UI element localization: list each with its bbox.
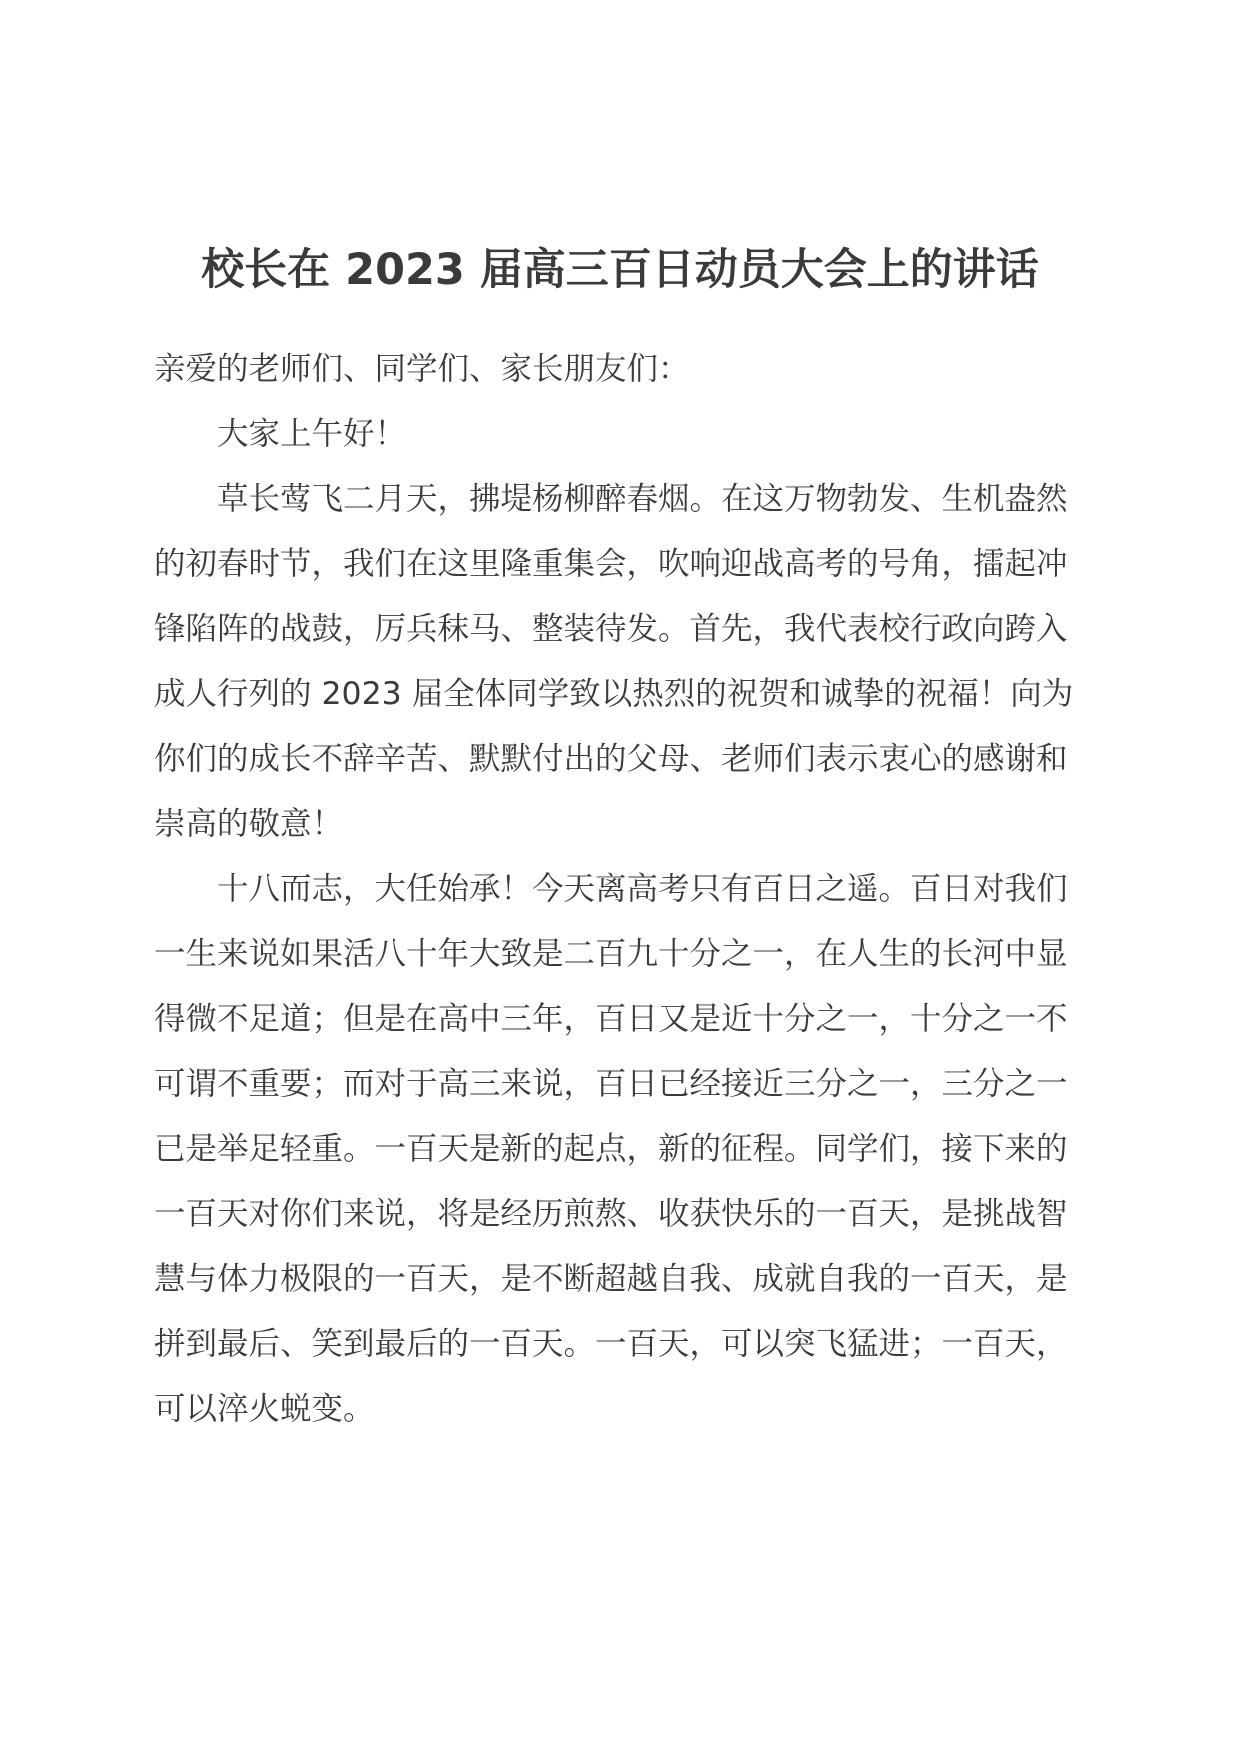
paragraph-hundred-days: 十八而志，大任始承！今天离高考只有百日之遥。百日对我们一生来说如果活八十年大致是二百九十分之一，在人生的长河中显得微不足道；但是在高中三年，百日又是近十分之一，十分之一不可谓不重要；而对于高三来说，百日已经接近三分之一，三分之一已是举足轻重。一百天是新的起点，新的征程。同学们，接下来的一百天对你们来说，将是经历煎熬、收获快乐的一百天，是挑战智慧与体力极限的一百天，是不断超越自我、成就自我的一百天，是拼到最后、笑到最后的一百天。一百天，可以突飞猛进；一百天，可以淬火蜕变。 xyxy=(154,871,1068,1427)
paragraph-opening: 草长莺飞二月天，拂堤杨柳醉春烟。在这万物勃发、生机盎然的初春时节，我们在这里隆重集会，吹响迎战高考的号角，擂起冲锋陷阵的战鼓，厉兵秣马、整装待发。首先，我代表校行政向跨入成人行列的 2023 届全体同学致以热烈的祝贺和诚挚的祝福！向为你们的成长不辞辛苦、默默付出的父母、老师们表示衷心的感谢和崇高的敬意！ xyxy=(154,481,1074,842)
document-title: 校长在 2023 届高三百日动员大会上的讲话 xyxy=(201,245,1039,295)
salutation: 亲爱的老师们、同学们、家长朋友们： xyxy=(154,351,690,387)
paragraph-greeting: 大家上午好！ xyxy=(217,416,407,452)
document-body xyxy=(154,337,1084,1442)
